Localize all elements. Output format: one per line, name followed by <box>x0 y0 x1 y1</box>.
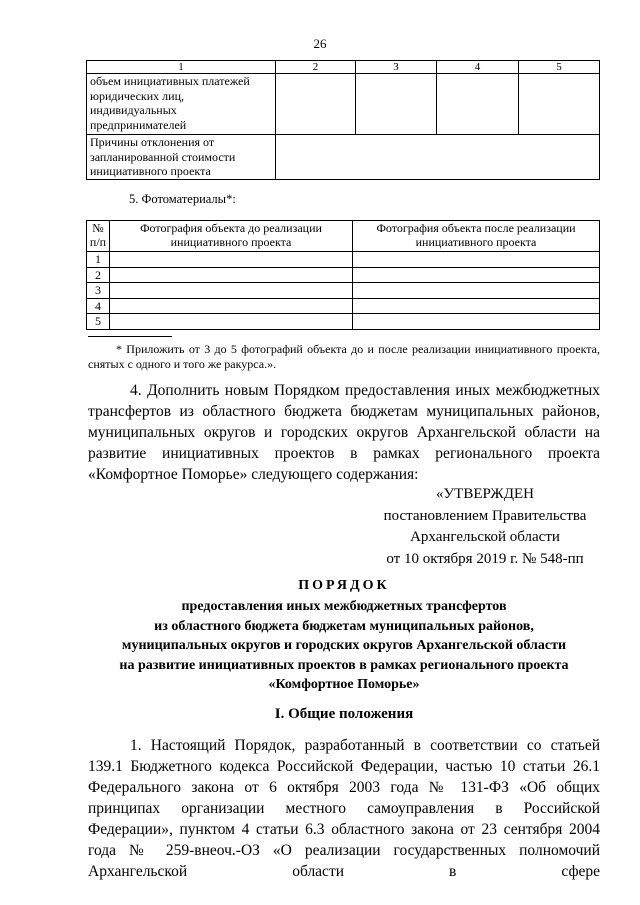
table-cell <box>353 283 600 299</box>
subtitle-line: предоставления иных межбюджетных трансфертов <box>181 599 507 614</box>
table-cell <box>356 74 437 135</box>
subtitle-line: из областного бюджета бюджетам муниципальных районов, <box>154 618 534 634</box>
approval-block <box>370 484 600 570</box>
table-row <box>87 267 600 283</box>
cost-table <box>86 60 600 180</box>
table-cell <box>353 252 600 268</box>
table-cell <box>353 298 600 314</box>
header-number: № п/п <box>87 221 110 252</box>
table-cell <box>110 252 353 268</box>
subtitle-line: «Комфортное Поморье» <box>268 677 420 692</box>
footnote-divider <box>88 336 172 337</box>
table-cell <box>353 314 600 330</box>
cost-table-header <box>87 61 600 74</box>
row-number: 4 <box>87 298 110 314</box>
header-after: Фотография объекта после реализации инициативного проекта <box>353 221 600 252</box>
header-before: Фотография объекта до реализации инициативного проекта <box>110 221 353 252</box>
photos-heading: 5. Фотоматериалы*: <box>129 192 236 206</box>
table-cell <box>276 74 356 135</box>
row-number: 5 <box>87 314 110 330</box>
table-cell <box>110 267 353 283</box>
table-row <box>87 314 600 330</box>
paragraph-1 <box>88 735 600 882</box>
page-number: 26 <box>313 36 327 51</box>
paragraph-4 <box>88 380 600 485</box>
document-subtitle <box>88 597 600 695</box>
approval-line: Архангельской области <box>410 529 560 545</box>
footnote: * Приложить от 3 до 5 фотографий объекта до и после реализации инициативного проекта, снятых с одного и того же ракурса.». <box>88 342 600 371</box>
table-row <box>87 283 600 299</box>
table-cell <box>437 74 519 135</box>
approval-line: постановлением Правительства <box>383 507 587 524</box>
paragraph-4-text: 4. Дополнить новым Порядком предоставления иных межбюджетных трансфертов из областного бюджета бюджетам муниципальных районов, муниципальных округов и городских округов Архангельской области на развитие инициативных проектов в рамках регионального проекта «Комфортное Поморье» следующего содержания: <box>88 382 600 483</box>
approval-line: от 10 октября 2019 г. № 548-пп <box>386 550 584 567</box>
document-title: ПОРЯДОК <box>298 578 390 593</box>
table-cell <box>110 298 353 314</box>
row-label: Причины отклонения от запланированной стоимости инициативного проекта <box>87 135 276 180</box>
table-row <box>87 298 600 314</box>
column-number: 4 <box>437 61 519 74</box>
subtitle-line: муниципальных округов и городских округов Архангельской области <box>121 638 567 653</box>
table-row <box>87 74 600 135</box>
column-number: 5 <box>519 61 600 74</box>
row-number: 2 <box>87 267 110 283</box>
photos-table <box>86 220 600 330</box>
photos-table-header <box>87 221 600 252</box>
row-label: объем инициативных платежей юридических лиц, индивидуальных предпринимателей <box>87 74 276 135</box>
column-number: 1 <box>87 61 276 74</box>
approval-line: «УТВЕРЖДЕН <box>436 486 534 502</box>
table-cell <box>353 267 600 283</box>
subtitle-line: на развитие инициативных проектов в рамках регионального проекта <box>119 657 569 673</box>
table-row <box>87 252 600 268</box>
table-cell <box>110 283 353 299</box>
section-heading: I. Общие положения <box>274 706 414 722</box>
table-cell <box>519 74 600 135</box>
table-row <box>87 135 600 180</box>
paragraph-1-text: 1. Настоящий Порядок, разработанный в соответствии со статьей 139.1 Бюджетного кодекса Российской Федерации, частью 10 статьи 26.1 Федерального закона от 6 октября 2003 года № 131-ФЗ «Об общих принципах организации местного самоуправления в Российской Федерации», пунктом 4 статьи 6.3 областного закона от 23 сентября 2004 года № 259-внеоч.-ОЗ «О реализации государственных полномочий Архангельской области в сфере <box>88 737 600 880</box>
row-number: 1 <box>87 252 110 268</box>
column-number: 3 <box>356 61 437 74</box>
table-cell <box>276 135 600 180</box>
table-cell <box>110 314 353 330</box>
row-number: 3 <box>87 283 110 299</box>
column-number: 2 <box>276 61 356 74</box>
